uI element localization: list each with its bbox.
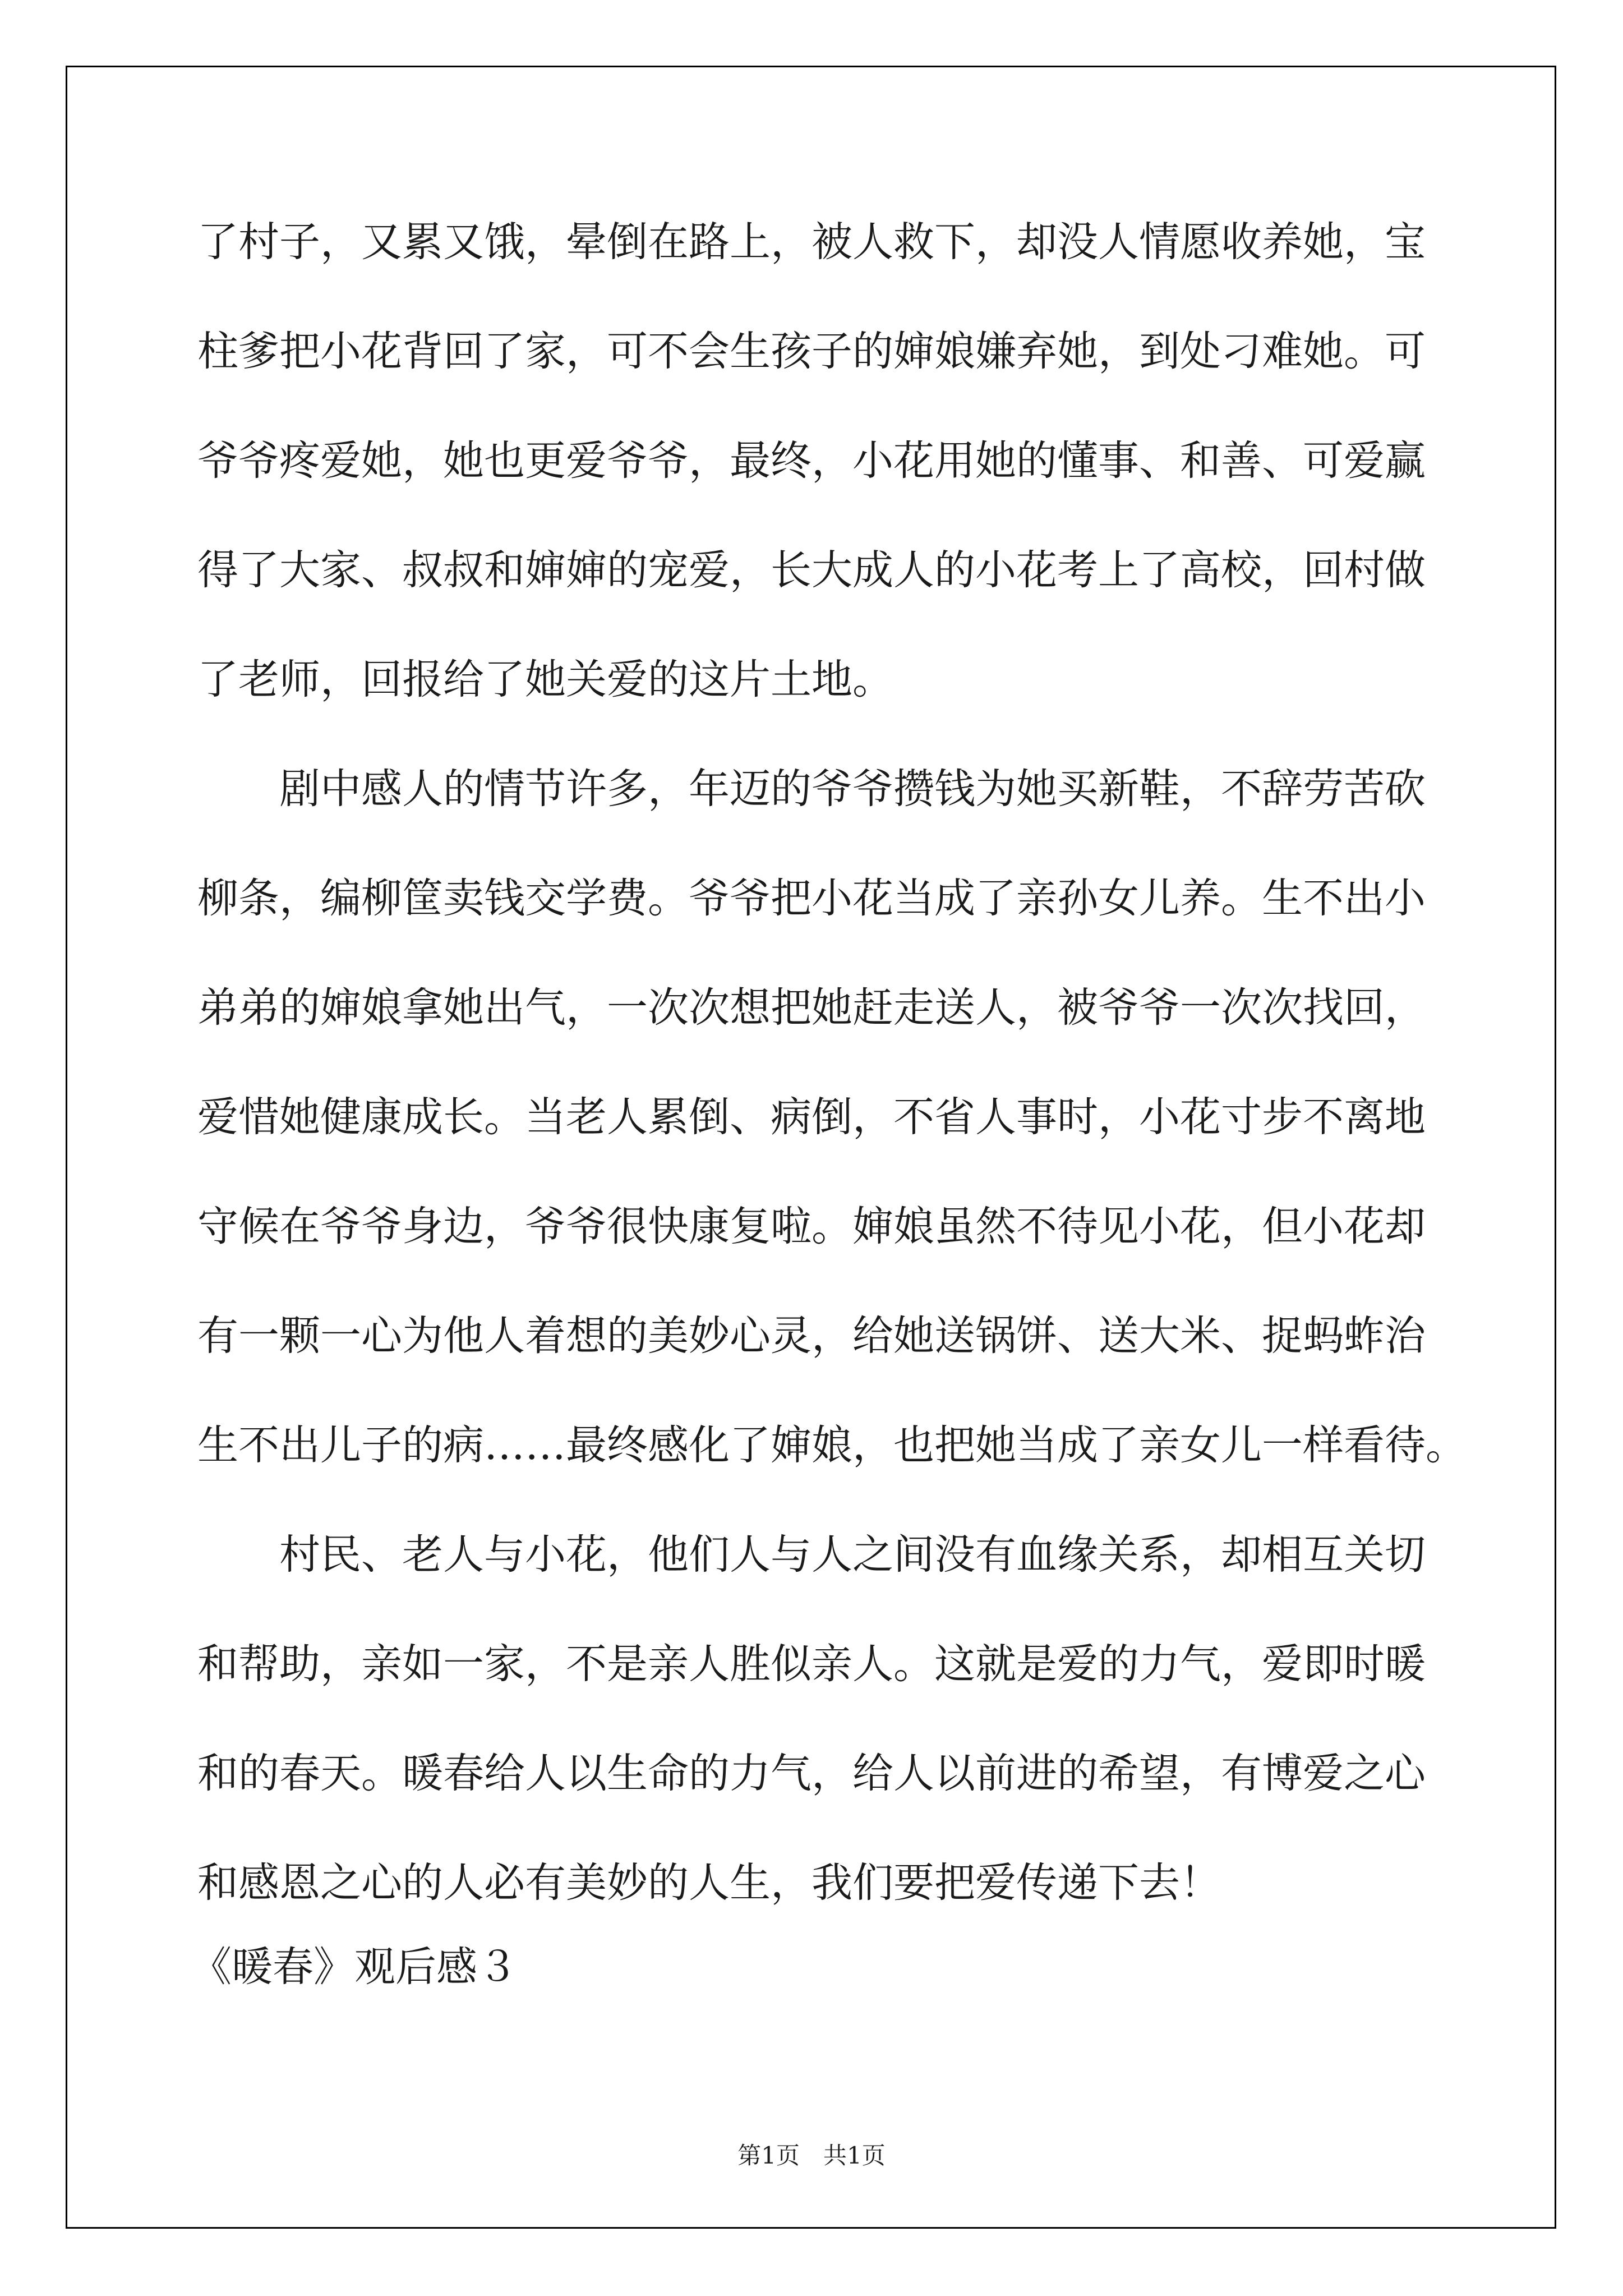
- paragraph-1-line-4: 得了大家、叔叔和婶婶的宠爱，长大成人的小花考上了高校，回村做: [197, 546, 1426, 594]
- paragraph-3-line-2: 和帮助，亲如一家，不是亲人胜似亲人。这就是爱的力气，爱即时暖: [197, 1640, 1426, 1688]
- page-footer: 第1页 共1页: [737, 2142, 886, 2169]
- paragraph-1-line-3: 爷爷疼爱她，她也更爱爷爷，最终，小花用她的懂事、和善、可爱赢: [197, 437, 1426, 485]
- paragraph-1-line-1: 了村子，又累又饿，晕倒在路上，被人救下，却没人情愿收养她，宝: [197, 218, 1426, 266]
- paragraph-2-line-4: 爱惜她健康成长。当老人累倒、病倒，不省人事时，小花寸步不离地: [197, 1093, 1426, 1141]
- paragraph-3-line-3: 和的春天。暖春给人以生命的力气，给人以前进的希望，有博爱之心: [197, 1750, 1426, 1797]
- paragraph-2-line-1: 剧中感人的情节许多，年迈的爷爷攒钱为她买新鞋，不辞劳苦砍: [279, 765, 1426, 813]
- paragraph-2-line-6: 有一颗一心为他人着想的美妙心灵，给她送锅饼、送大米、捉蚂蚱治: [197, 1312, 1426, 1360]
- paragraph-2-line-5: 守候在爷爷身边，爷爷很快康复啦。婶娘虽然不待见小花，但小花却: [197, 1203, 1426, 1250]
- section-heading: 《暖春》观后感３: [191, 1943, 518, 1991]
- paragraph-3-line-1: 村民、老人与小花，他们人与人之间没有血缘关系，却相互关切: [279, 1531, 1426, 1579]
- paragraph-2-line-3: 弟弟的婶娘拿她出气，一次次想把她赶走送人，被爷爷一次次找回，: [197, 984, 1426, 1032]
- paragraph-2-line-7: 生不出儿子的病……最终感化了婶娘，也把她当成了亲女儿一样看待。: [197, 1421, 1467, 1469]
- paragraph-1-line-2: 柱爹把小花背回了家，可不会生孩子的婶娘嫌弃她，到处刁难她。可: [197, 328, 1426, 375]
- paragraph-3-line-4: 和感恩之心的人必有美妙的人生，我们要把爱传递下去！: [197, 1859, 1221, 1907]
- paragraph-2-line-2: 柳条，编柳筐卖钱交学费。爷爷把小花当成了亲孙女儿养。生不出小: [197, 875, 1426, 922]
- paragraph-1-line-5: 了老师，回报给了她关爱的这片土地。: [197, 656, 893, 703]
